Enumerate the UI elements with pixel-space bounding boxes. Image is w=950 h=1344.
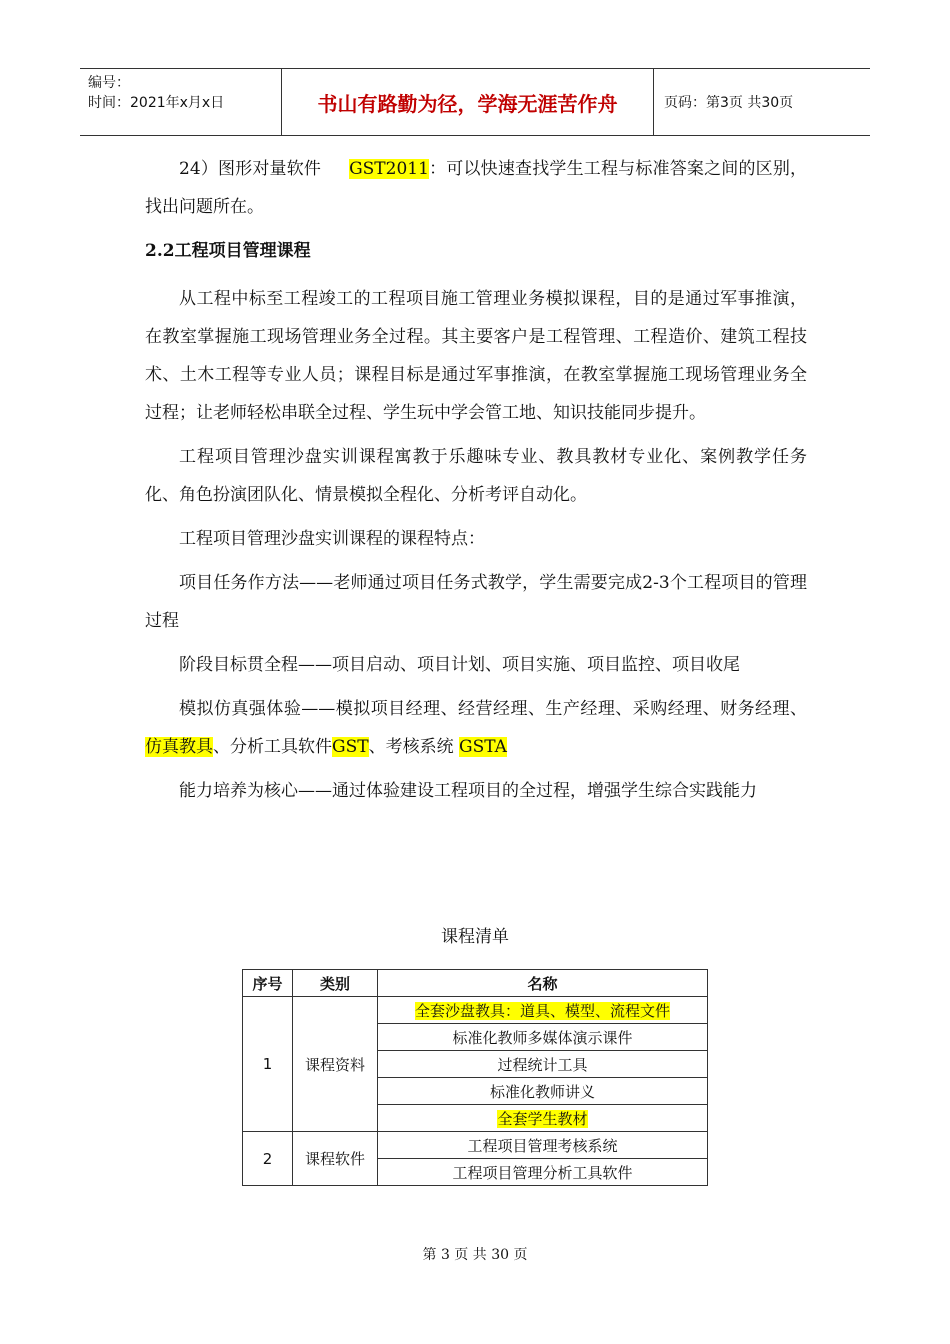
main-content (145, 150, 807, 816)
header-page-info: 页码：第3页 共30页 (664, 95, 794, 111)
col-header-name: 名称 (378, 970, 708, 997)
group1-no: 1 (243, 997, 293, 1132)
paragraph-1: 从工程中标至工程竣工的工程项目施工管理业务模拟课程，目的是通过军事推演，在教室掌握施工现场管理业务全过程。其主要客户是工程管理、工程造价、建筑工程技术、土木工程等专业人员；课程目标是通过军事推演，在教室掌握施工现场管理业务全过程；让老师轻松串联全过程、学生玩中学会管工地、知识技能同步提升。 (145, 289, 807, 423)
group2-no: 2 (243, 1132, 293, 1186)
p6-part-b: 、分析工具软件 (213, 737, 332, 757)
table-header-row (243, 970, 708, 997)
paragraph-4: 项目任务作方法——老师通过项目任务式教学，学生需要完成2-3个工程项目的管理过程 (145, 573, 807, 631)
paragraph-3: 工程项目管理沙盘实训课程的课程特点： (179, 529, 485, 549)
table-cell-name: 标准化教师讲义 (378, 1078, 708, 1105)
table-row (243, 997, 708, 1024)
table-row (243, 1132, 708, 1159)
item24-prefix: 24）图形对量软件 (179, 159, 350, 179)
highlight-gst: GST (332, 737, 369, 757)
header-time: 时间：2021年x月x日 (88, 95, 225, 111)
table-caption: 课程清单 (441, 927, 509, 947)
table-cell-name: 工程项目管理考核系统 (378, 1132, 708, 1159)
item-name: 全套沙盘教具：道具、模型、流程文件 (414, 1001, 670, 1020)
course-list-table (242, 969, 708, 1186)
section-title: 2.2工程项目管理课程 (145, 241, 311, 261)
table-cell-name: 标准化教师多媒体演示课件 (378, 1024, 708, 1051)
highlight-gst2011: GST2011 (349, 159, 429, 179)
header-number: 编号： (88, 75, 130, 91)
paragraph-7: 能力培养为核心——通过体验建设工程项目的全过程，增强学生综合实践能力 (179, 781, 757, 801)
page-header (80, 68, 870, 136)
highlight-sim-tools: 仿真教具 (145, 737, 213, 757)
group2-category: 课程软件 (293, 1132, 378, 1186)
table-cell-name (378, 1105, 708, 1132)
p6-part-c: 、考核系统 (368, 737, 459, 757)
table-cell-name: 工程项目管理分析工具软件 (378, 1159, 708, 1186)
col-header-no: 序号 (243, 970, 293, 997)
header-meta (80, 69, 282, 135)
paragraph-5: 阶段目标贯全程——项目启动、项目计划、项目实施、项目监控、项目收尾 (179, 655, 740, 675)
group1-category: 课程资料 (293, 997, 378, 1132)
table-cell-name (378, 997, 708, 1024)
header-motto: 书山有路勤为径，学海无涯苦作舟 (282, 69, 654, 135)
paragraph-6 (145, 690, 807, 766)
paragraph-2: 工程项目管理沙盘实训课程寓教于乐趣味专业、教具教材专业化、案例教学任务化、角色扮演团队化、情景模拟全程化、分析考评自动化。 (145, 447, 807, 505)
item24-rest: ：可以快速查找学生工程与标准答案之间的区别，找出问题所在。 (145, 159, 808, 217)
page-footer: 第 3 页 共 30 页 (422, 1247, 528, 1263)
highlight-gsta: GSTA (458, 737, 507, 757)
col-header-category: 类别 (293, 970, 378, 997)
p6-part-a: 模拟仿真强体验——模拟项目经理、经营经理、生产经理、采购经理、财务经理、 (179, 699, 807, 719)
item-name: 全套学生教材 (497, 1109, 588, 1128)
table-cell-name: 过程统计工具 (378, 1051, 708, 1078)
paragraph-item-24 (145, 150, 807, 226)
